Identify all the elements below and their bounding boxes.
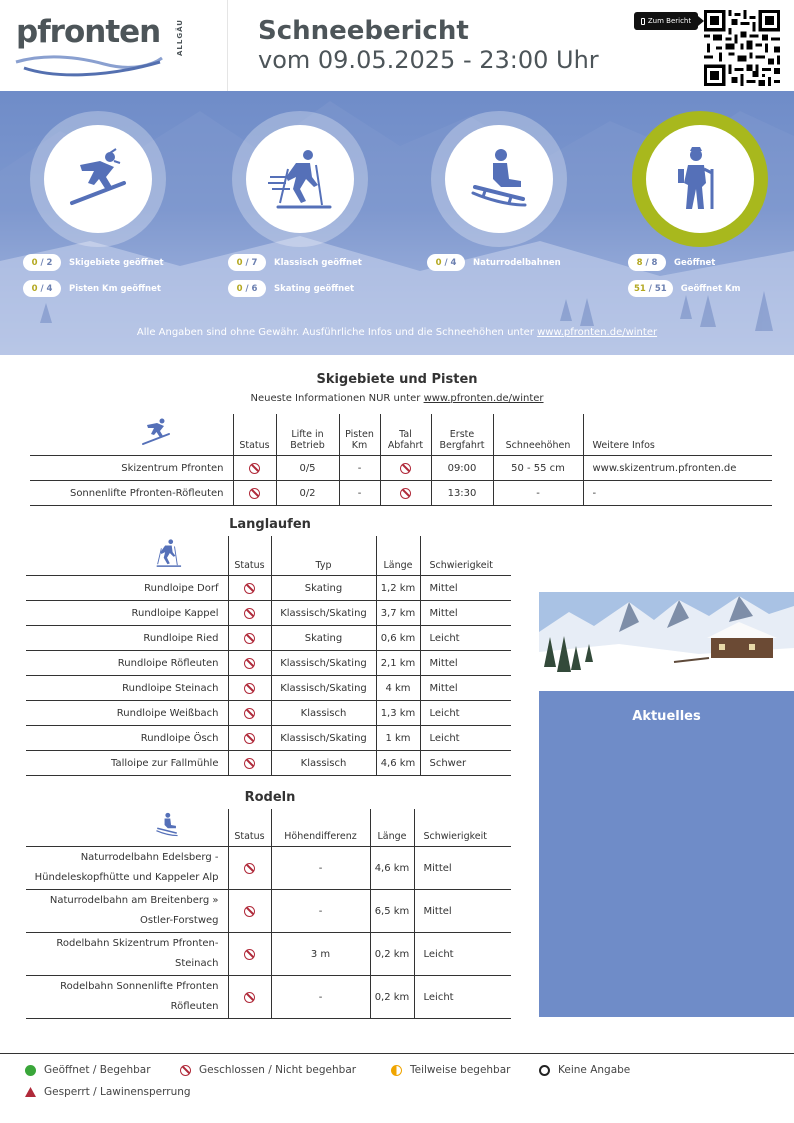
stat-pill: 0 / 2 — [23, 254, 61, 271]
logo-subtext: ALLGÄU — [176, 19, 184, 56]
status-closed — [228, 976, 271, 1019]
stat-pill: 0 / 7 — [228, 254, 266, 271]
col-info: Weitere Infos — [583, 414, 772, 456]
trail-type: Klassisch/Skating — [271, 651, 376, 676]
trail-length: 1 km — [376, 726, 420, 751]
track-name: Naturrodelbahn Edelsberg - Hündeleskopfhütte und Kappeler Alp — [26, 847, 228, 890]
table-row — [26, 601, 511, 626]
table-row — [30, 481, 772, 506]
sledge-icon — [467, 147, 531, 211]
table-row — [26, 651, 511, 676]
disclaimer-text: Alle Angaben sind ohne Gewähr. Ausführliche Infos und die Schneehöhen unter — [136, 327, 538, 338]
open-dot-icon — [25, 1065, 36, 1076]
ski-lifts: 0/5 — [276, 456, 339, 481]
trail-type: Skating — [271, 626, 376, 651]
logo[interactable] — [0, 0, 228, 91]
table-row — [30, 456, 772, 481]
closed-icon — [400, 463, 411, 474]
trail-level: Mittel — [420, 676, 511, 701]
hero-banner — [0, 91, 794, 355]
track-level: Leicht — [414, 976, 511, 1019]
closed-icon — [244, 608, 255, 619]
ski-alpine-icon — [140, 416, 172, 448]
table-row — [26, 890, 511, 933]
table-row — [26, 701, 511, 726]
legend-partial — [391, 1064, 510, 1076]
col-status: Status — [233, 414, 276, 456]
track-diff: 3 m — [271, 933, 370, 976]
cross-country-ski-icon — [151, 538, 183, 568]
legend-partial-label: Teilweise begehbar — [410, 1064, 511, 1076]
col-status: Status — [228, 809, 271, 847]
partial-dot-icon — [391, 1065, 402, 1076]
track-length: 0,2 km — [370, 976, 414, 1019]
legend-divider — [0, 1053, 794, 1054]
ski-first: 09:00 — [431, 456, 493, 481]
page-subtitle: vom 09.05.2025 - 23:00 Uhr — [258, 46, 599, 74]
news-photo — [539, 592, 794, 691]
trail-level: Leicht — [420, 726, 511, 751]
table-row — [26, 576, 511, 601]
track-level: Mittel — [414, 847, 511, 890]
trail-length: 3,7 km — [376, 601, 420, 626]
table-row — [26, 726, 511, 751]
closed-icon — [244, 583, 255, 594]
col-status: Status — [228, 536, 271, 576]
trail-type: Klassisch — [271, 701, 376, 726]
ski-km: - — [339, 481, 380, 506]
trail-level: Leicht — [420, 701, 511, 726]
closed-icon — [244, 683, 255, 694]
trail-type: Klassisch/Skating — [271, 601, 376, 626]
stat-wandern-km — [628, 280, 740, 297]
trail-length: 2,1 km — [376, 651, 420, 676]
hiking-icon — [672, 147, 728, 211]
table-row — [26, 751, 511, 776]
closed-icon — [249, 463, 260, 474]
stat-pisten-km — [23, 280, 161, 297]
stat-pill: 0 / 4 — [23, 280, 61, 297]
closed-icon — [244, 708, 255, 719]
table-row — [26, 976, 511, 1019]
trail-type: Skating — [271, 576, 376, 601]
table-row — [26, 933, 511, 976]
closed-icon — [244, 658, 255, 669]
closed-icon — [244, 906, 255, 917]
col-snow: Schneehöhen — [493, 414, 583, 456]
status-closed — [228, 701, 271, 726]
ski-snow: - — [493, 481, 583, 506]
winter-info-link[interactable]: www.pfronten.de/winter — [423, 393, 544, 404]
trail-length: 1,3 km — [376, 701, 420, 726]
status-closed — [228, 890, 271, 933]
track-diff: - — [271, 847, 370, 890]
stat-pill: 51 / 51 — [628, 280, 673, 297]
col-length: Länge — [370, 809, 414, 847]
hiking-circle — [632, 111, 768, 247]
disclaimer — [0, 327, 794, 338]
trail-name: Rundloipe Dorf — [26, 576, 228, 601]
legend-closed — [180, 1064, 356, 1076]
legend-open — [25, 1064, 151, 1076]
table-row — [26, 626, 511, 651]
stat-pill: 8 / 8 — [628, 254, 666, 271]
col-length: Länge — [376, 536, 420, 576]
winter-link[interactable]: www.pfronten.de/winter — [537, 327, 658, 338]
page-title: Schneebericht — [258, 16, 469, 46]
ski-km: - — [339, 456, 380, 481]
table-row — [26, 676, 511, 701]
closed-icon — [244, 949, 255, 960]
status-closed — [233, 456, 276, 481]
ski-section-subtitle: Neueste Informationen NUR unter www.pfronten.de/winter — [250, 393, 544, 404]
warning-triangle-icon — [25, 1087, 36, 1097]
closed-icon — [244, 758, 255, 769]
cross-country-circle — [232, 111, 368, 247]
ski-section-title: Skigebiete und Pisten — [316, 372, 478, 387]
stat-label: Pisten Km geöffnet — [69, 283, 161, 294]
legend-closed-label: Geschlossen / Nicht begehbar — [199, 1064, 357, 1076]
col-type: Typ — [271, 536, 376, 576]
langlauf-table — [26, 536, 511, 776]
trail-type: Klassisch/Skating — [271, 676, 376, 701]
status-closed — [228, 751, 271, 776]
ski-info[interactable]: www.skizentrum.pfronten.de — [583, 456, 772, 481]
closed-icon — [244, 863, 255, 874]
cross-country-ski-icon — [266, 147, 334, 211]
closed-icon — [180, 1065, 191, 1076]
trail-name: Talloipe zur Fallmühle — [26, 751, 228, 776]
ski-info: - — [583, 481, 772, 506]
header — [0, 0, 794, 91]
stat-pill: 0 / 6 — [228, 280, 266, 297]
status-closed — [228, 576, 271, 601]
qr-code[interactable] — [704, 10, 780, 86]
stat-label: Skating geöffnet — [274, 283, 355, 294]
stat-label: Geöffnet — [674, 257, 716, 268]
trail-level: Leicht — [420, 626, 511, 651]
track-name: Naturrodelbahn am Breitenberg » Ostler-Forstweg — [26, 890, 228, 933]
rodeln-section-title: Rodeln — [244, 790, 296, 805]
trail-length: 4 km — [376, 676, 420, 701]
rodeln-icon-header — [26, 809, 228, 847]
stat-skating — [228, 280, 354, 297]
track-diff: - — [271, 890, 370, 933]
trail-length: 0,6 km — [376, 626, 420, 651]
track-length: 0,2 km — [370, 933, 414, 976]
track-level: Leicht — [414, 933, 511, 976]
news-title: Aktuelles — [632, 709, 701, 724]
track-name: Rodelbahn Sonnenlifte Pfronten Röfleuten — [26, 976, 228, 1019]
trail-name: Rundloipe Weißbach — [26, 701, 228, 726]
trail-type: Klassisch/Skating — [271, 726, 376, 751]
ski-icon-header — [30, 414, 233, 456]
stat-naturrodelbahnen — [427, 254, 561, 271]
status-closed — [228, 933, 271, 976]
langlauf-section-title: Langlaufen — [229, 517, 311, 532]
track-length: 6,5 km — [370, 890, 414, 933]
closed-icon — [249, 488, 260, 499]
logo-wave-icon — [14, 52, 164, 78]
stat-label: Klassisch geöffnet — [274, 257, 362, 268]
news-panel — [539, 691, 794, 1017]
table-row — [26, 847, 511, 890]
stat-klassisch — [228, 254, 362, 271]
track-diff: - — [271, 976, 370, 1019]
col-km: Pisten Km — [339, 414, 380, 456]
col-lifts: Lifte in Betrieb — [276, 414, 339, 456]
status-closed — [228, 726, 271, 751]
trail-length: 4,6 km — [376, 751, 420, 776]
trail-name: Rundloipe Ried — [26, 626, 228, 651]
trail-type: Klassisch — [271, 751, 376, 776]
ski-circle — [30, 111, 166, 247]
closed-icon — [244, 633, 255, 644]
stat-wandern-geoeffnet — [628, 254, 715, 271]
track-length: 4,6 km — [370, 847, 414, 890]
status-closed — [233, 481, 276, 506]
trail-name: Rundloipe Röfleuten — [26, 651, 228, 676]
ski-lifts: 0/2 — [276, 481, 339, 506]
langlauf-icon-header — [26, 536, 228, 576]
logo-text: pfronten — [16, 14, 161, 50]
status-closed — [380, 481, 431, 506]
trail-level: Mittel — [420, 576, 511, 601]
col-level: Schwierigkeit — [414, 809, 511, 847]
legend-open-label: Geöffnet / Begehbar — [44, 1064, 151, 1076]
legend-blocked — [25, 1086, 191, 1098]
stat-pill: 0 / 4 — [427, 254, 465, 271]
col-first: Erste Bergfahrt — [431, 414, 493, 456]
report-link-label: Zum Bericht — [647, 17, 692, 25]
rodeln-table — [26, 809, 511, 1019]
legend-blocked-label: Gesperrt / Lawinensperrung — [44, 1086, 191, 1098]
stat-label: Geöffnet Km — [680, 283, 741, 294]
col-diff: Höhendifferenz — [271, 809, 370, 847]
sledge-circle — [431, 111, 567, 247]
trail-level: Mittel — [420, 601, 511, 626]
legend-none-label: Keine Angabe — [558, 1064, 631, 1076]
report-link-button[interactable] — [634, 12, 698, 30]
trail-level: Schwer — [420, 751, 511, 776]
empty-dot-icon — [539, 1065, 550, 1076]
status-closed — [228, 676, 271, 701]
ski-snow: 50 - 55 cm — [493, 456, 583, 481]
trail-name: Rundloipe Steinach — [26, 676, 228, 701]
status-closed — [228, 626, 271, 651]
stat-label: Skigebiete geöffnet — [69, 257, 164, 268]
trail-name: Rundloipe Ösch — [26, 726, 228, 751]
ski-name: Skizentrum Pfronten — [30, 456, 233, 481]
status-closed — [228, 847, 271, 890]
phone-icon — [641, 18, 645, 25]
stat-skigebiete — [23, 254, 164, 271]
col-level: Schwierigkeit — [420, 536, 511, 576]
status-closed — [228, 601, 271, 626]
sledge-icon — [154, 811, 180, 839]
ski-table — [30, 414, 772, 506]
trail-name: Rundloipe Kappel — [26, 601, 228, 626]
ski-alpine-icon — [66, 147, 130, 211]
closed-icon — [244, 733, 255, 744]
status-closed — [380, 456, 431, 481]
trail-level: Mittel — [420, 651, 511, 676]
alpine-hut-photo — [539, 592, 794, 691]
closed-icon — [244, 992, 255, 1003]
track-name: Rodelbahn Skizentrum Pfronten- Steinach — [26, 933, 228, 976]
ski-first: 13:30 — [431, 481, 493, 506]
legend-none — [539, 1064, 630, 1076]
track-level: Mittel — [414, 890, 511, 933]
trail-length: 1,2 km — [376, 576, 420, 601]
closed-icon — [400, 488, 411, 499]
stat-label: Naturrodelbahnen — [473, 257, 561, 268]
col-tal: Tal Abfahrt — [380, 414, 431, 456]
status-closed — [228, 651, 271, 676]
ski-name: Sonnenlifte Pfronten-Röfleuten — [30, 481, 233, 506]
